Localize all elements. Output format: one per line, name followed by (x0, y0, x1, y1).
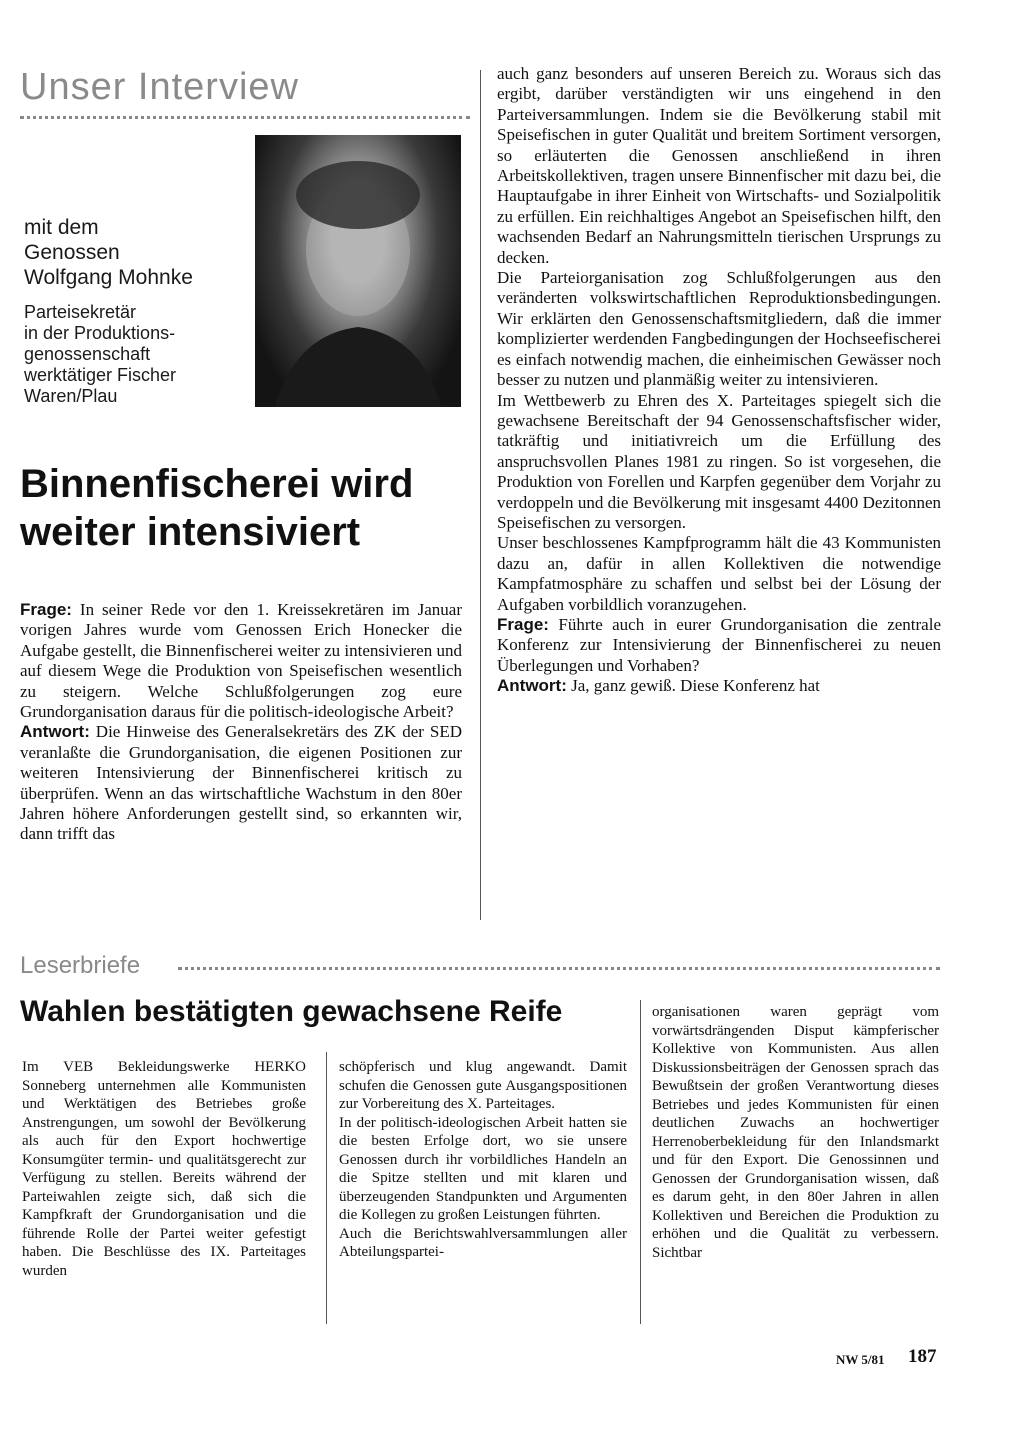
letters-column-1 (22, 1058, 306, 1280)
answer-label: Antwort: (497, 676, 567, 696)
question-label: Frage: (20, 600, 72, 619)
question-text: Führte auch in eurer Grundorganisation die zentrale Konferenz zur Intensivierung der Binnenfischerei zu neuen Überlegungen und Vorhaben? (497, 614, 941, 675)
paragraph: Im VEB Bekleidungswerke HERKO Sonneberg unternehmen alle Kommunisten und Werktätigen des Betriebes große Anstrengungen, um sowohl der Bevölkerung als auch für den Export hochwertige Konsumgüter termin- und qualitätsgerecht zur Verfügung zu stellen. Bereits während der Parteiwahlen zeigte sich, daß sich die Kampfkraft der Grundorganisation und die führende Rolle der Partei weiter gefestigt haben. Die Beschlüsse des IX. Parteitages wurden (22, 1059, 306, 1279)
interview-headline (20, 460, 413, 556)
intro-line: Wolfgang Mohnke (24, 266, 193, 289)
intro-line: mit dem (24, 216, 99, 239)
paragraph: Unser beschlossenes Kampfprogramm hält die 43 Kommunisten dazu an, dafür in allen Kollektiven die notwendige Kampfatmosphäre zu schaffen und selbst bei der Lösung der Aufgaben vorbildlich voranzugehen. (497, 533, 941, 614)
role-line: Parteisekretär (24, 302, 137, 322)
letters-headline: Wahlen bestätigten gewachsene Reife (20, 995, 563, 1028)
question-label: Frage: (497, 614, 549, 634)
portrait-person-icon (255, 135, 461, 407)
page-number: 187 (908, 1346, 937, 1367)
answer-2 (497, 676, 941, 696)
paragraph: Die Parteiorganisation zog Schlußfolgerungen aus den veränderten volkswirtschaftlichen Reproduktionsbedingungen. Wir erklärten den Genossenschaftsmitgliedern, daß die immer komplizierter werdenden Fangbedingungen der Hochseefischerei es einfach notwendig machen, die einheimischen Gewässer noch besser zu nutzen und planmäßig weiter zu intensivieren. (497, 268, 941, 390)
column-divider (326, 1052, 327, 1324)
interview-column-1 (20, 600, 462, 845)
paragraph: Im Wettbewerb zu Ehren des X. Parteitages spiegelt sich die gewachsene Bereitschaft der 94 Genossenschaftsfischer wider, tatkräftig und initiativreich um die Erfüllung des anspruchsvollen Planes 1981 zu ringen. So ist vorgesehen, die Produktion von Forellen und Karpfen gegenüber dem Vorjahr zu verdoppeln und die Bevölkerung mit insgesamt 4400 Dezitonnen Speisefischen zu versorgen. (497, 390, 941, 532)
paragraph: In der politisch-ideologischen Arbeit hatten sie die besten Erfolge dort, wo sie unsere Genossen durch ihr vorbildliches Handeln an die Spitze stellten und mit klaren und überzeugenden Standpunkten und Argumenten die Kollegen zu großen Leistungen führten. (339, 1114, 627, 1223)
question-text: In seiner Rede vor den 1. Kreissekretären im Januar vorigen Jahres wurde vom Genossen Erich Honecker die Aufgabe gestellt, die Binnenfischerei weiter zu intensivieren und auf diesem Wege die Produktion von Speisefischen wesentlich zu steigern. Welche Schlußfolgerungen zog eure Grundorganisation daraus für die politisch-ideologische Arbeit? (20, 600, 462, 722)
interviewee-role (24, 302, 176, 407)
question-1 (20, 600, 462, 722)
answer-text: Die Hinweise des Generalsekretärs des ZK der SED veranlaßte die Grundorganisation, die eigenen Positionen zur weiteren Intensivierung der Binnenfischerei kritisch zu überprüfen. Wenn an das wirtschaftliche Wachstum in den 80er Jahren höhere Anforderungen gestellt sind, so erkannten wir, dann trifft das (20, 722, 462, 844)
column-divider (640, 1000, 641, 1324)
interview-column-2 (497, 64, 941, 697)
interviewee-intro (24, 215, 193, 290)
role-line: genossenschaft (24, 344, 151, 364)
issue-number: NW 5/81 (836, 1352, 885, 1367)
answer-label: Antwort: (20, 722, 90, 742)
paragraph: organisationen waren geprägt vom vorwärtsdrängenden Disput kämpferischer Kollektive von Kommunisten. Aus allen Diskussionsbeiträgen der Genossen sprach das Bewußtsein der großen Verantwortung dieses Betriebes und jedes Kommunisten für einen deutlichen Zuwachs an hochwertiger Herrenoberbekleidung für den Inlandsmarkt und für den Export. Die Genossinnen und Genossen der Grundorganisation wissen, daß es darum geht, in den 80er Jahren in allen Kollektiven und Bereichen die Produktion zu erhöhen und die Qualität zu verbessern. Sichtbar (652, 1004, 939, 1261)
answer-text: Ja, ganz gewiß. Diese Konferenz hat (571, 676, 820, 696)
headline-line: weiter intensiviert (20, 510, 361, 554)
intro-line: Genossen (24, 241, 120, 264)
question-2 (497, 615, 941, 676)
answer-1 (20, 722, 462, 844)
letters-column-3 (652, 1003, 939, 1262)
interview-kicker: Unser Interview (20, 66, 299, 108)
paragraph: schöpferisch und klug angewandt. Damit schufen die Genossen gute Ausgangspositionen zur Vorbereitung des X. Parteitages. (339, 1059, 627, 1112)
paragraph: auch ganz besonders auf unseren Bereich zu. Woraus sich das ergibt, darüber verständigten wir uns eingehend in den Parteiversammlungen. Indem sie die Bevölkerung stabil mit Speisefischen in guter Qualität und breitem Sortiment versorgen, so erläuterten die Genossen anschließend in ihren Arbeitskollektiven, tragen unsere Binnenfischer mit dazu bei, die Hauptaufgabe in ihrer Einheit von Wirtschafts- und Sozialpolitik zu erfüllen. Ein reichhaltiges Angebot an Speisefischen hilft, den wachsenden Bedarf an Nahrungsmitteln tierischen Ursprungs zu decken. (497, 64, 941, 267)
portrait-photo (255, 135, 461, 407)
letters-kicker-rule (178, 967, 940, 970)
interview-kicker-rule (20, 116, 470, 119)
role-line: in der Produktions- (24, 323, 176, 343)
letters-column-2 (339, 1058, 627, 1262)
paragraph: Auch die Berichtswahlversammlungen aller Abteilungspartei- (339, 1225, 627, 1260)
role-line: werktätiger Fischer (24, 365, 177, 385)
letters-kicker: Leserbriefe (20, 952, 141, 979)
headline-line: Binnenfischerei wird (20, 462, 414, 506)
column-divider (480, 70, 481, 920)
role-line: Waren/Plau (24, 386, 118, 406)
